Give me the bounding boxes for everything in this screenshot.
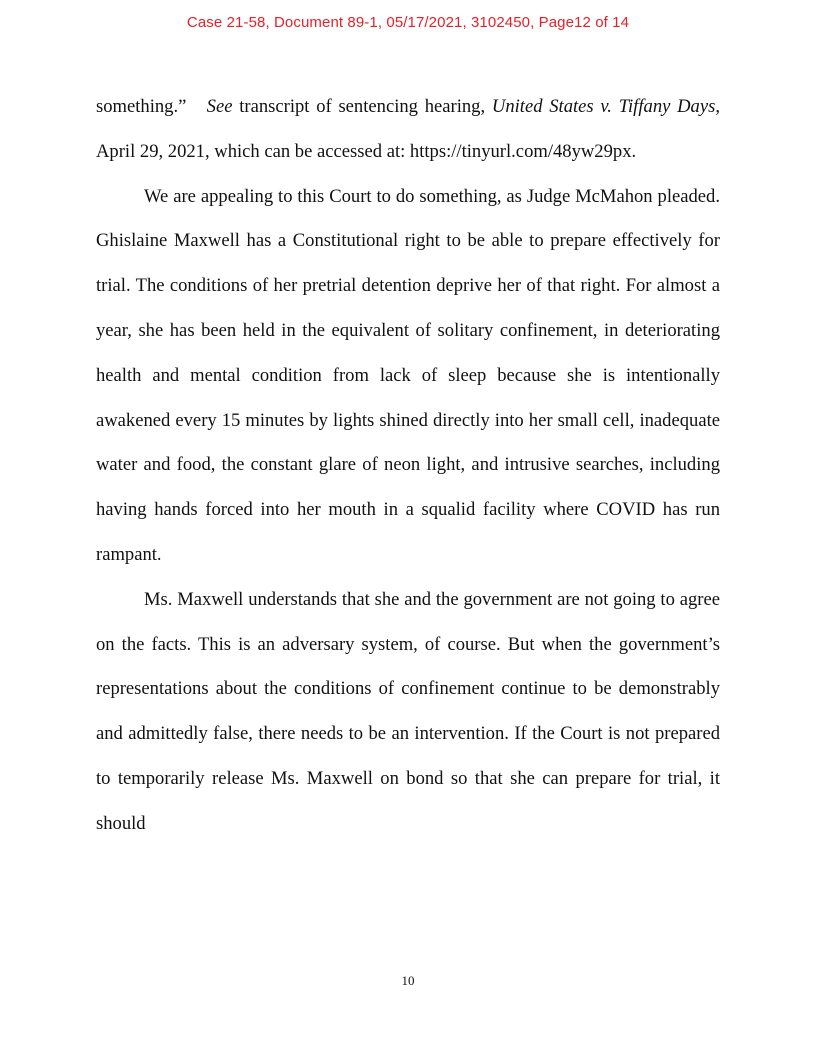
paragraph-1-text-2: , April 29, 2021, which can be accessed at: https://tinyurl.com/48yw29px. [96,96,720,162]
page-number: 10 [401,973,415,988]
case-header-stamp: Case 21-58, Document 89-1, 05/17/2021, 3102450, Page12 of 14 [186,14,630,31]
paragraph-3: Ms. Maxwell understands that she and the government are not going to agree on the facts. This is an adversary system, of course. But when the government’s representations about the conditions of confinement continue to be demonstrably and admittedly false, there needs to be an intervention. If the Court is not prepared to temporarily release Ms. Maxwell on bond so that she can prepare for trial, it should [96,588,720,834]
paragraph-1-opening: something.” [96,96,187,117]
paragraph-2: We are appealing to this Court to do something, as Judge McMahon pleaded. Ghislaine Maxwell has a Constitutional right to be able to prepare effectively for trial. The conditions of her pretrial detention deprive her of that right. For almost a year, she has been held in the equivalent of solitary confinement, in deteriorating health and mental condition from lack of sleep because she is intentionally awakened every 15 minutes by lights shined directly into her small cell, inadequate water and food, the constant glare of neon light, and intrusive searches, including having hands forced into her mouth in a squalid facility where COVID has run rampant. [96,185,720,565]
paragraph-1 [96,85,720,175]
see-signal: See [206,96,233,117]
paragraph-1-text-1: transcript of sentencing hearing, [232,96,492,117]
document-body [96,85,720,847]
case-name-united-states-v-days: United States v. Tiffany Days [491,96,716,117]
